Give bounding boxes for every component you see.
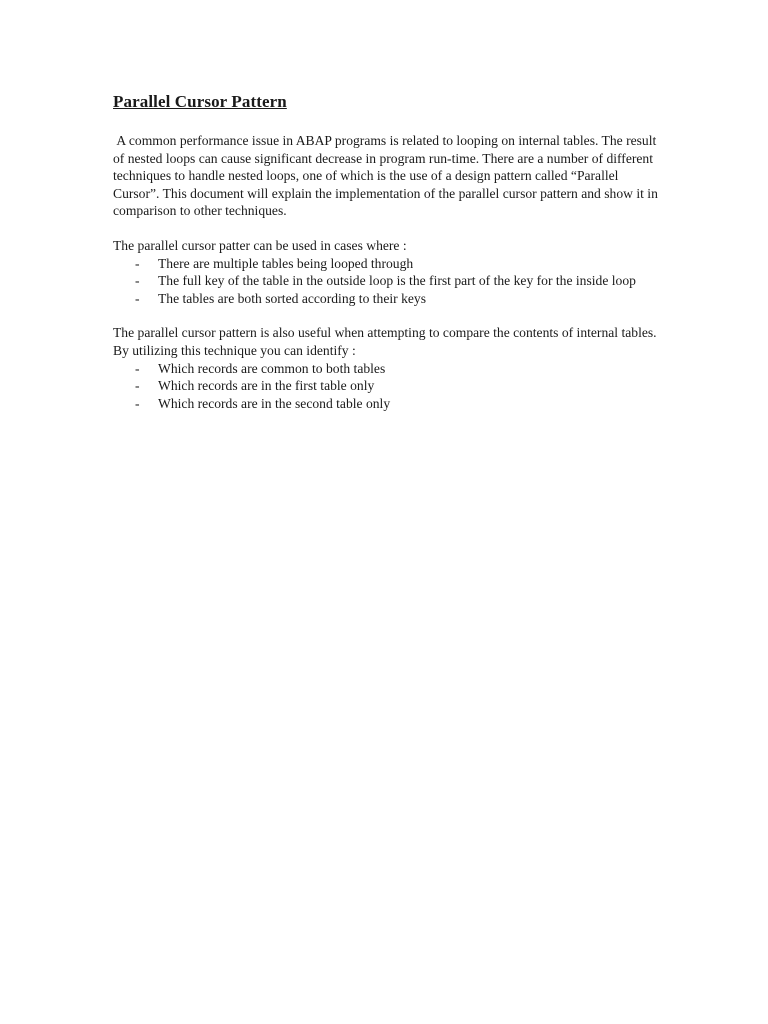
- list-item: [113, 360, 658, 378]
- list-item-text: Which records are common to both tables: [158, 360, 386, 376]
- list-item-text: The full key of the table in the outside loop is the first part of the key for the inside loop: [158, 273, 636, 289]
- list-item: [113, 377, 658, 395]
- list-item: [113, 395, 658, 413]
- section1-lead: The parallel cursor patter can be used in cases where :: [113, 237, 407, 253]
- bullet-dash: -: [135, 273, 140, 289]
- list-item: [113, 290, 658, 308]
- bullet-dash: -: [135, 360, 140, 376]
- list-item-text: There are multiple tables being looped through: [158, 255, 414, 271]
- list-item-text: The tables are both sorted according to their keys: [158, 290, 427, 306]
- list-item-text: Which records are in the second table only: [158, 395, 391, 411]
- list-item: [113, 272, 658, 290]
- bullet-dash: -: [135, 378, 140, 394]
- paragraph-spacer: [113, 307, 658, 324]
- section1-bullet-list: [113, 255, 658, 308]
- document-title: Parallel Cursor Pattern: [113, 92, 287, 111]
- list-item: [113, 255, 658, 273]
- section2-lead: The parallel cursor pattern is also useful when attempting to compare the contents of internal tables. By utilizing this technique you can identify :: [113, 325, 657, 358]
- list-item-text: Which records are in the first table only: [158, 378, 375, 394]
- intro-paragraph: A common performance issue in ABAP programs is related to looping on internal tables. The result of nested loops can cause significant decrease in program run-time. There are a number of different techniques to handle nested loops, one of which is the use of a design pattern called “Parallel Cursor”. This document will explain the implementation of the parallel cursor pattern and show it in comparison to other techniques.: [113, 133, 658, 219]
- bullet-dash: -: [135, 395, 140, 411]
- paragraph-spacer: [113, 220, 658, 237]
- bullet-dash: -: [135, 290, 140, 306]
- bullet-dash: -: [135, 255, 140, 271]
- document-page: [113, 89, 658, 412]
- section2-bullet-list: [113, 360, 658, 413]
